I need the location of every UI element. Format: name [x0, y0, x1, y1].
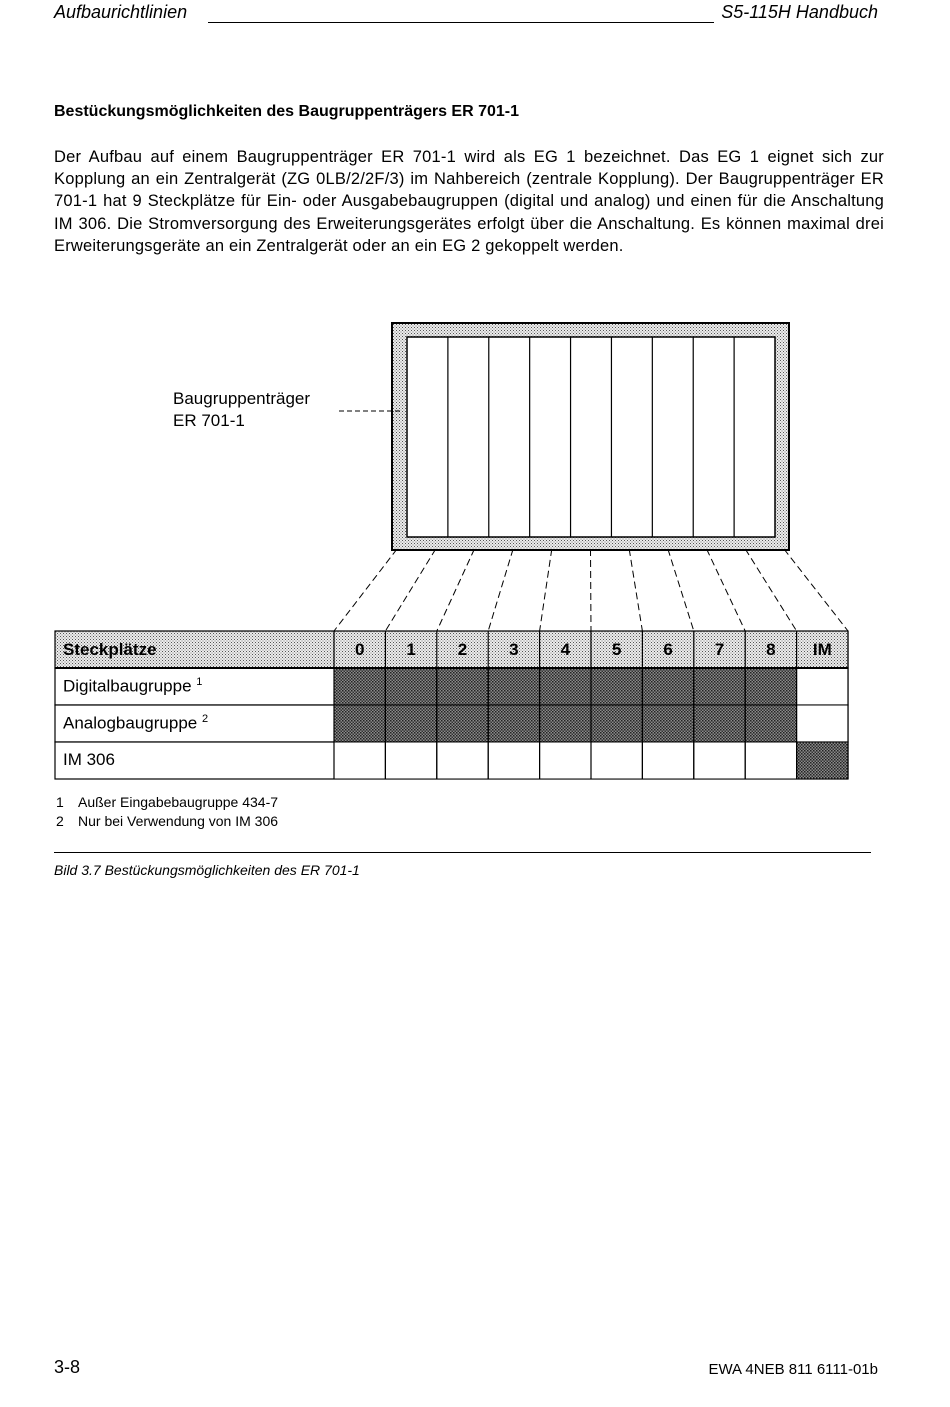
section-title: Bestückungsmöglichkeiten des Baugruppenträgers ER 701-1 [54, 103, 520, 120]
row-label-analog [63, 713, 208, 734]
running-header-right: S5-115H Handbuch [721, 2, 878, 22]
table-cell-allowed [591, 705, 642, 742]
table-cell-allowed [334, 668, 385, 705]
table-cell-empty [437, 742, 488, 779]
table-cell-empty [540, 742, 591, 779]
table-cell-allowed [642, 668, 693, 705]
table-cell-empty [334, 742, 385, 779]
table-cell-allowed [745, 668, 796, 705]
row-label-analog-text: Analogbaugruppe [63, 713, 198, 733]
footnote-ref-1: 1 [196, 676, 203, 688]
fan-line [668, 549, 694, 631]
page-number: 3-8 [54, 1357, 81, 1377]
caption-rule [54, 852, 871, 853]
table-cell-allowed [334, 705, 385, 742]
figure-caption: Bild 3.7 Bestückungsmöglichkeiten des ER 701-1 [54, 862, 360, 878]
footnote-1-num: 1 [56, 794, 64, 810]
table-cell-allowed [642, 705, 693, 742]
fan-line [540, 549, 552, 631]
table-header-label: Steckplätze [63, 640, 157, 659]
document-code: EWA 4NEB 811 6111-01b [708, 1361, 878, 1378]
slot-number-6: 6 [663, 640, 673, 659]
table-cell-empty [591, 742, 642, 779]
footnote-2 [56, 813, 278, 829]
fan-line [591, 549, 592, 631]
table-cell-empty [488, 742, 539, 779]
table-cell-empty [745, 742, 796, 779]
slot-number-4: 4 [560, 640, 571, 659]
table-cell-empty [797, 668, 848, 705]
rack-label-line2: ER 701-1 [173, 411, 245, 430]
fan-line [488, 549, 513, 631]
table-cell-empty [797, 705, 848, 742]
slot-number-5: 5 [611, 640, 622, 659]
rack-inner [407, 337, 775, 537]
slot-number-im: IM [812, 640, 832, 659]
footnote-2-num: 2 [56, 813, 64, 829]
slot-number-8: 8 [766, 640, 776, 659]
running-header-left: Aufbaurichtlinien [54, 2, 188, 22]
slot-number-2: 2 [457, 640, 468, 659]
footnote-2-text: Nur bei Verwendung von IM 306 [78, 813, 279, 829]
fan-line [437, 549, 475, 631]
table-cell-allowed [385, 668, 436, 705]
table-cell-allowed [694, 705, 745, 742]
table-cell-empty [642, 742, 693, 779]
table-cell-allowed [488, 705, 539, 742]
fan-line [334, 549, 397, 631]
slot-number-7: 7 [714, 640, 725, 659]
table-cell-allowed [437, 705, 488, 742]
slot-number-3: 3 [509, 640, 519, 659]
fan-line [629, 549, 642, 631]
table-cell-allowed [540, 705, 591, 742]
slot-number-1: 1 [406, 640, 416, 659]
fan-lines [334, 549, 848, 631]
table-cell-allowed [540, 668, 591, 705]
table-cell-allowed [488, 668, 539, 705]
table-cell-allowed [437, 668, 488, 705]
footnote-1-text: Außer Eingabebaugruppe 434-7 [78, 794, 279, 810]
row-label-im306: IM 306 [63, 750, 115, 769]
table-cell-allowed [797, 742, 848, 779]
footnote-1 [56, 794, 278, 810]
table-cell-allowed [745, 705, 796, 742]
fan-line [385, 549, 435, 631]
rack-label-line1: Baugruppenträger [173, 389, 311, 408]
table-cell-empty [385, 742, 436, 779]
slot-number-0: 0 [354, 640, 365, 659]
fan-line [745, 549, 796, 631]
row-label-digital-text: Digitalbaugruppe [63, 676, 192, 696]
body-paragraph: Der Aufbau auf einem Baugruppenträger ER 701-1 wird als EG 1 bezeichnet. Das EG 1 eignet sich zur Kopplung an ein Zentralgerät (ZG 0LB/2/2F/3) im Nahbereich (zentrale Kopplung). Der Baugruppenträger ER 701-1 hat 9 Steckplätze für Ein- oder Ausgabebaugruppen (digital und analog) und einen für die Anschaltung IM 306. Die Stromversorgung des Erweiterungsgerätes erfolgt über die Anschaltung. Es können maximal drei Erweiterungsgeräte an ein Zentralgerät oder an ein EG 2 gekoppelt werden. [54, 148, 884, 255]
footnote-ref-2: 2 [201, 713, 209, 725]
fan-line [707, 549, 746, 631]
row-label-digital [63, 676, 202, 697]
table-cell-empty [694, 742, 745, 779]
fan-line [784, 549, 848, 631]
rack-label [173, 388, 310, 432]
table-cell-allowed [694, 668, 745, 705]
table-cell-allowed [385, 705, 436, 742]
table-cell-allowed [591, 668, 642, 705]
